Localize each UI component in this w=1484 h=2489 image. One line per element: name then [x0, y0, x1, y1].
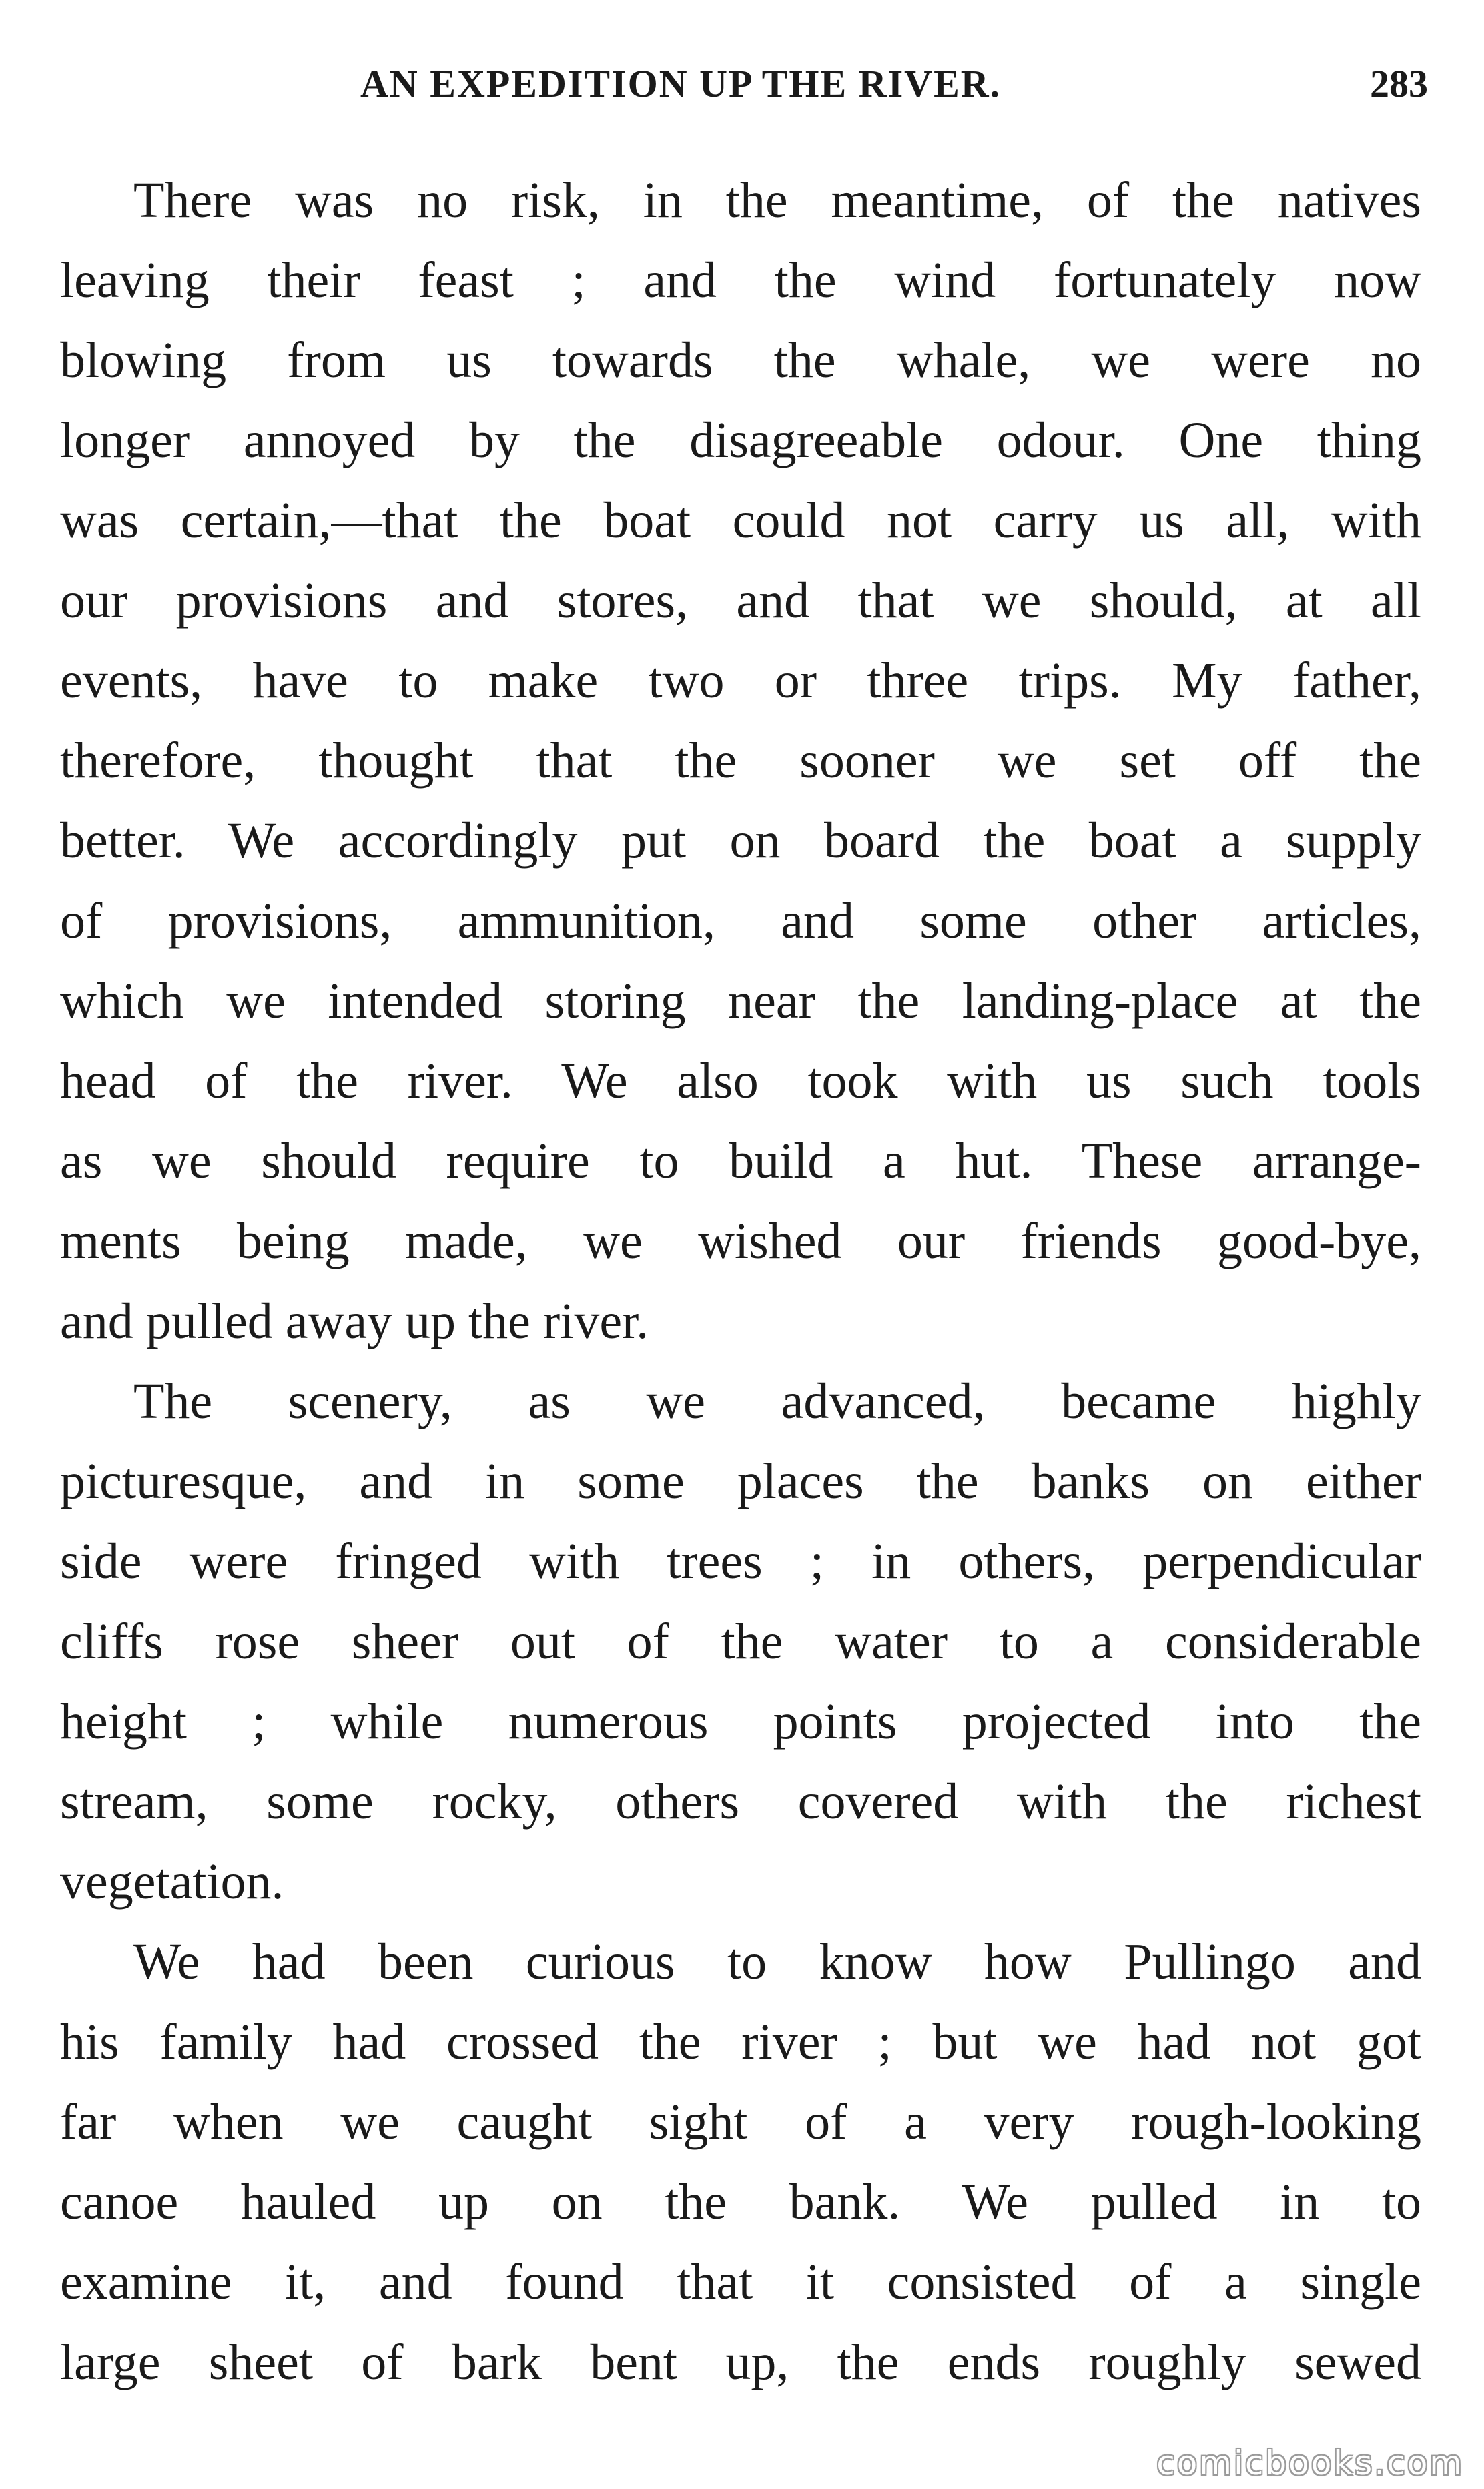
text-line: better. We accordingly put on board the boat a supply	[60, 813, 1421, 869]
text-line: side were fringed with trees ; in others, perpendicular	[60, 1533, 1421, 1589]
text-line: cliffs rose sheer out of the water to a considerable	[60, 1614, 1421, 1670]
text-line: vegetation.	[60, 1854, 284, 1910]
text-line: There was no risk, in the meantime, of the natives	[133, 172, 1421, 228]
text-line: head of the river. We also took with us such tools	[60, 1053, 1421, 1109]
text-line: leaving their feast ; and the wind fortunately now	[60, 252, 1421, 308]
text-line: canoe hauled up on the bank. We pulled in to	[60, 2174, 1421, 2230]
page-number: 283	[1370, 62, 1428, 105]
text-line: which we intended storing near the landing-place at the	[60, 973, 1421, 1029]
text-line: was certain,—that the boat could not carry us all, with	[60, 492, 1421, 549]
text-line: events, have to make two or three trips. My father,	[60, 653, 1421, 709]
body-text	[60, 160, 1421, 2402]
text-line: and pulled away up the river.	[60, 1293, 649, 1349]
text-line: picturesque, and in some places the banks on either	[60, 1453, 1421, 1509]
text-line: therefore, thought that the sooner we set off the	[60, 733, 1421, 789]
paragraph-1	[60, 160, 1421, 1361]
text-line: our provisions and stores, and that we should, at all	[60, 573, 1421, 629]
text-line: large sheet of bark bent up, the ends roughly sewed	[60, 2334, 1421, 2390]
text-line: blowing from us towards the whale, we were no	[60, 332, 1421, 388]
text-line: of provisions, ammunition, and some other articles,	[60, 893, 1421, 949]
text-line: far when we caught sight of a very rough-looking	[60, 2094, 1421, 2150]
text-line: longer annoyed by the disagreeable odour. One thing	[60, 412, 1421, 468]
text-line: his family had crossed the river ; but we had not got	[60, 2014, 1421, 2070]
text-line: We had been curious to know how Pullingo and	[133, 1934, 1421, 1990]
watermark: comicbooks.com	[1156, 2444, 1464, 2482]
text-line: height ; while numerous points projected into the	[60, 1694, 1421, 1750]
paragraph-3	[60, 1922, 1421, 2402]
text-line: ments being made, we wished our friends good-bye,	[60, 1213, 1421, 1269]
text-line: The scenery, as we advanced, became highly	[133, 1373, 1421, 1429]
running-title: AN EXPEDITION UP THE RIVER.	[360, 62, 1002, 105]
text-line: stream, some rocky, others covered with the richest	[60, 1774, 1421, 1830]
text-line: examine it, and found that it consisted of a single	[60, 2254, 1421, 2310]
text-line: as we should require to build a hut. These arrange-	[60, 1133, 1421, 1189]
paragraph-2	[60, 1361, 1421, 1922]
